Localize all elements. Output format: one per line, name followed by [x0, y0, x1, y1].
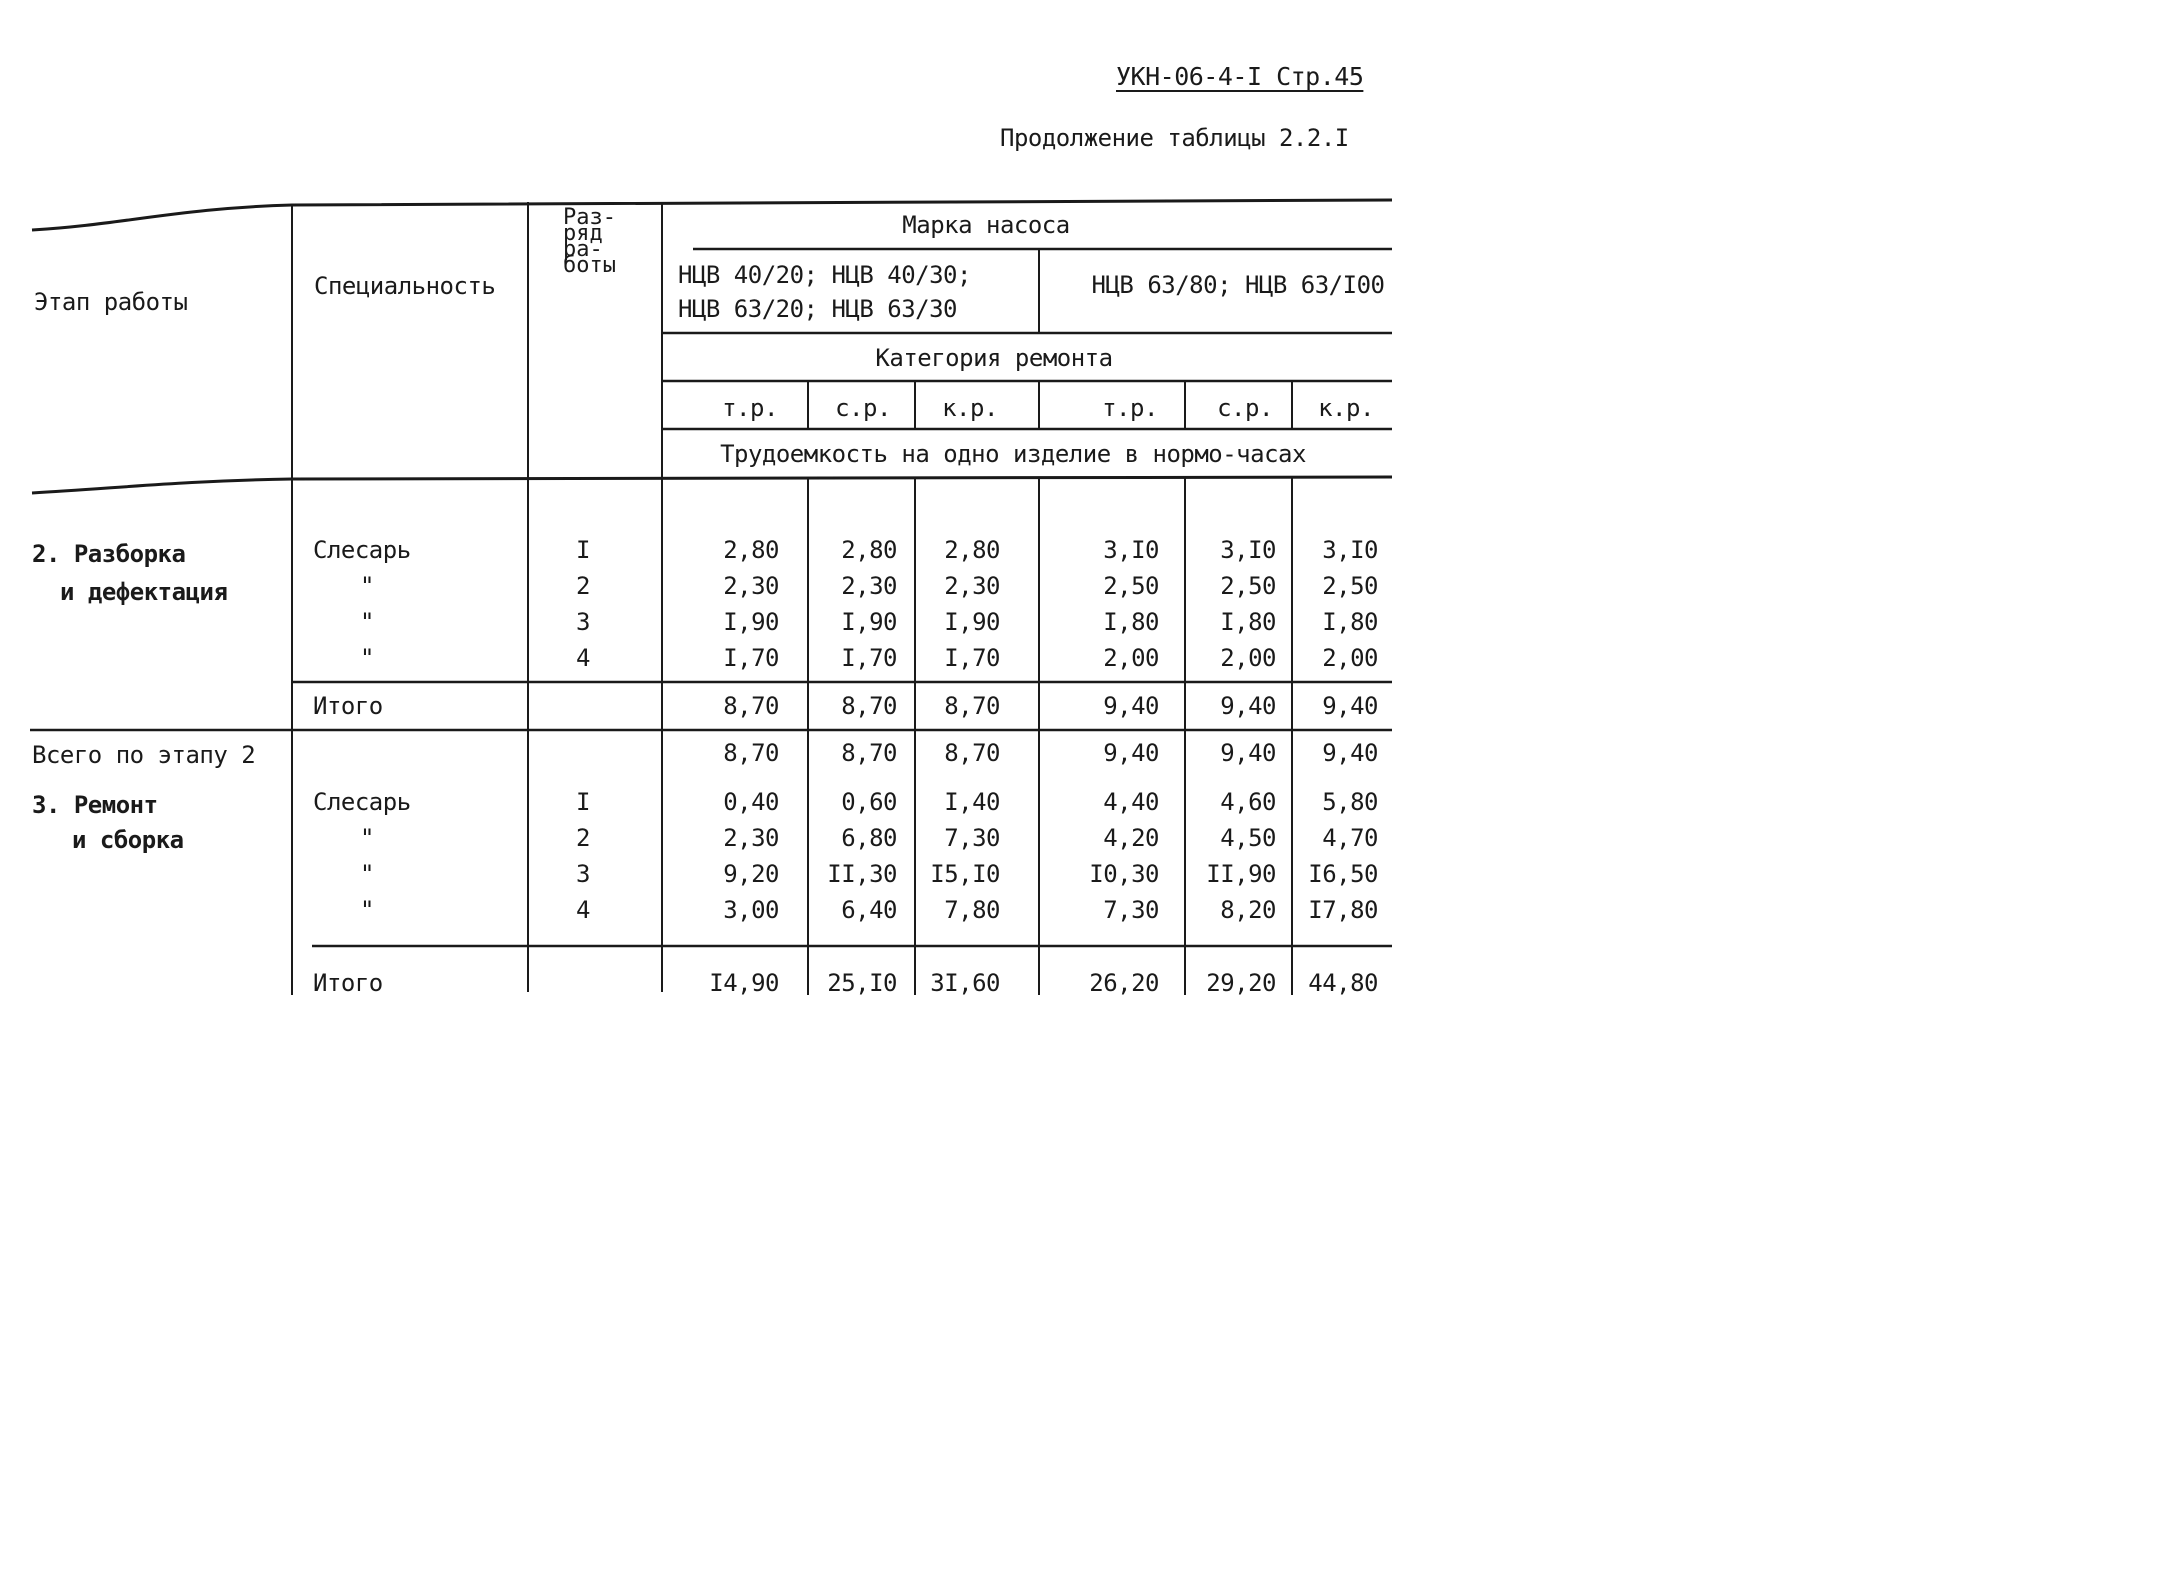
grade-cell: 4 [576, 896, 590, 924]
value-cell: 29,20 [1206, 969, 1276, 997]
header-repair-type: к.р. [942, 394, 998, 422]
value-cell: 2,80 [944, 536, 1000, 564]
doc-code: УКН-06-4-I Стр.45 [1116, 62, 1364, 91]
grade-cell: I [576, 536, 590, 564]
value-cell: 3,I0 [1103, 536, 1159, 564]
grade-cell: 3 [576, 608, 590, 636]
value-cell: 8,70 [944, 739, 1000, 767]
value-cell: 8,70 [723, 739, 779, 767]
specialty-cell: Слесарь [313, 788, 411, 816]
table-caption: Продолжение таблицы 2.2.I [1000, 124, 1349, 152]
value-cell: 8,70 [944, 692, 1000, 720]
value-cell: I,90 [841, 608, 897, 636]
value-cell: 4,70 [1322, 824, 1378, 852]
header-pump-brand: Марка насоса [902, 211, 1070, 239]
total-label: Итого [313, 692, 383, 720]
grade-cell: 2 [576, 572, 590, 600]
value-cell: I,80 [1322, 608, 1378, 636]
value-cell: 44,80 [1308, 969, 1378, 997]
header-repair-type: т.р. [1102, 394, 1158, 422]
value-cell: 9,40 [1322, 739, 1378, 767]
header-specialty: Специальность [314, 272, 496, 300]
value-cell: 2,50 [1220, 572, 1276, 600]
value-cell: 4,60 [1220, 788, 1276, 816]
value-cell: I,70 [841, 644, 897, 672]
value-cell: I,40 [944, 788, 1000, 816]
value-cell: II,90 [1206, 860, 1276, 888]
value-cell: 4,50 [1220, 824, 1276, 852]
value-cell: I6,50 [1308, 860, 1378, 888]
header-repair-type: к.р. [1318, 394, 1374, 422]
value-cell: 2,00 [1220, 644, 1276, 672]
value-cell: I5,I0 [930, 860, 1000, 888]
value-cell: 4,40 [1103, 788, 1159, 816]
header-stage: Этап работы [34, 288, 188, 316]
specialty-cell: " [360, 860, 374, 888]
value-cell: I,80 [1103, 608, 1159, 636]
value-cell: 9,40 [1103, 739, 1159, 767]
value-cell: 2,00 [1103, 644, 1159, 672]
stage-label: 3. Ремонт [32, 791, 158, 819]
value-cell: 0,40 [723, 788, 779, 816]
value-cell: 4,20 [1103, 824, 1159, 852]
grade-cell: 2 [576, 824, 590, 852]
header-labor-unit: Трудоемкость на одно изделие в нормо-часах [720, 440, 1306, 468]
value-cell: 8,70 [841, 692, 897, 720]
header-repair-type: с.р. [1217, 394, 1273, 422]
value-cell: 9,40 [1103, 692, 1159, 720]
value-cell: 5,80 [1322, 788, 1378, 816]
value-cell: 2,30 [841, 572, 897, 600]
value-cell: 8,70 [723, 692, 779, 720]
value-cell: 3,00 [723, 896, 779, 924]
value-cell: I0,30 [1089, 860, 1159, 888]
value-cell: I7,80 [1308, 896, 1378, 924]
stage-label: 2. Разборка [32, 540, 186, 568]
value-cell: 3,I0 [1322, 536, 1378, 564]
value-cell: 2,80 [723, 536, 779, 564]
value-cell: 6,80 [841, 824, 897, 852]
value-cell: I,90 [723, 608, 779, 636]
value-cell: I,90 [944, 608, 1000, 636]
header-repair-category: Категория ремонта [875, 344, 1113, 372]
specialty-cell: " [360, 572, 374, 600]
value-cell: 2,50 [1322, 572, 1378, 600]
value-cell: 2,30 [723, 824, 779, 852]
value-cell: I4,90 [709, 969, 779, 997]
value-cell: 9,40 [1322, 692, 1378, 720]
stage-label: и сборка [72, 826, 184, 854]
value-cell: II,30 [827, 860, 897, 888]
value-cell: 9,40 [1220, 692, 1276, 720]
grade-cell: 4 [576, 644, 590, 672]
value-cell: I,70 [944, 644, 1000, 672]
value-cell: 3,I0 [1220, 536, 1276, 564]
value-cell: 25,I0 [827, 969, 897, 997]
value-cell: 9,40 [1220, 739, 1276, 767]
stage-label: и дефектация [60, 578, 228, 606]
header-repair-type: с.р. [835, 394, 891, 422]
value-cell: 7,30 [944, 824, 1000, 852]
value-cell: 3I,60 [930, 969, 1000, 997]
value-cell: 2,30 [944, 572, 1000, 600]
header-repair-type: т.р. [722, 394, 778, 422]
specialty-cell: " [360, 608, 374, 636]
stage-total-label: Всего по этапу 2 [32, 741, 256, 769]
specialty-cell: " [360, 896, 374, 924]
value-cell: 7,80 [944, 896, 1000, 924]
header-grade: Раз- ряд ра- боты [563, 205, 616, 278]
value-cell: I,70 [723, 644, 779, 672]
grade-cell: I [576, 788, 590, 816]
specialty-cell: Слесарь [313, 536, 411, 564]
value-cell: I,80 [1220, 608, 1276, 636]
value-cell: 26,20 [1089, 969, 1159, 997]
total-label: Итого [313, 969, 383, 997]
grade-cell: 3 [576, 860, 590, 888]
specialty-cell: " [360, 824, 374, 852]
value-cell: 9,20 [723, 860, 779, 888]
value-cell: 2,50 [1103, 572, 1159, 600]
value-cell: 2,00 [1322, 644, 1378, 672]
value-cell: 0,60 [841, 788, 897, 816]
value-cell: 2,80 [841, 536, 897, 564]
value-cell: 7,30 [1103, 896, 1159, 924]
value-cell: 8,70 [841, 739, 897, 767]
header-brand-group-2: НЦВ 63/80; НЦВ 63/I00 [1091, 271, 1385, 299]
value-cell: 8,20 [1220, 896, 1276, 924]
header-brand-group-1: НЦВ 40/20; НЦВ 40/30; НЦВ 63/20; НЦВ 63/30 [678, 261, 971, 323]
value-cell: 6,40 [841, 896, 897, 924]
specialty-cell: " [360, 644, 374, 672]
value-cell: 2,30 [723, 572, 779, 600]
